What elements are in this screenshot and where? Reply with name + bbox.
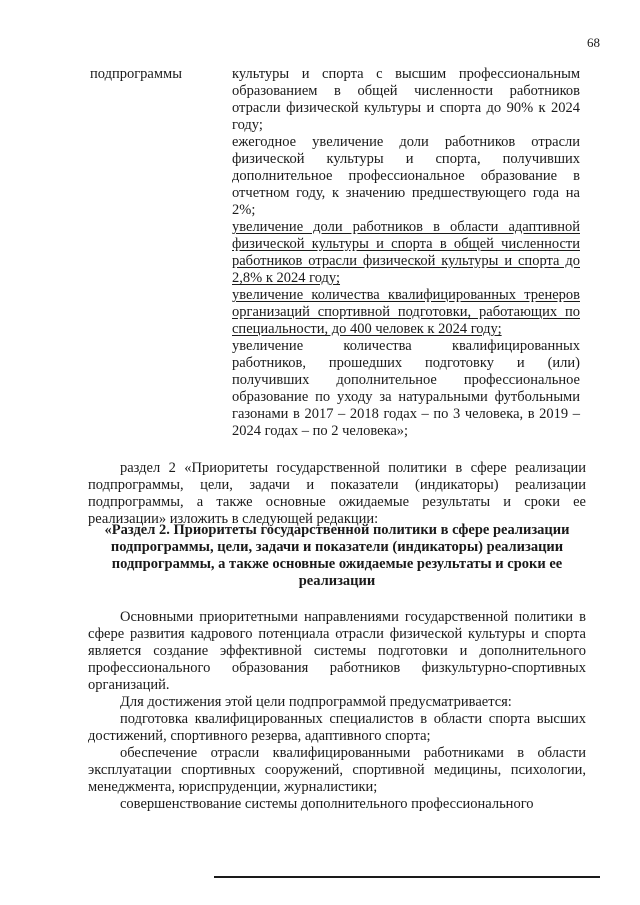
- indicator-item: ежегодное увеличение доли работников отрасли физической культуры и спорта, получивших дополнительное профессиональное образование в отчетном году, к значению предшествующего года на 2%;: [232, 134, 580, 218]
- section-body: [88, 609, 586, 813]
- table-content-cell: [232, 66, 580, 440]
- intro-paragraph: раздел 2 «Приоритеты государственной политики в сфере реализации подпрограммы, цели, задачи и показатели (индикаторы) реализации подпрограммы, а также основные ожидаемые результаты и сроки ее реализации» изложить в следующей редакции:: [88, 460, 586, 527]
- indicator-item: увеличение доли работников в области адаптивной физической культуры и спорта в общей численности работников отрасли физической культуры и спорта до 2,8% к 2024 году;: [232, 219, 580, 286]
- bottom-rule: [214, 876, 600, 878]
- section-heading: «Раздел 2. Приоритеты государственной политики в сфере реализации подпрограммы, цели, задачи и показатели (индикаторы) реализации подпрограммы, а также основные ожидаемые результаты и сроки ее реализации: [104, 522, 570, 589]
- indicator-item: культуры и спорта с высшим профессиональным образованием в общей численности работников отрасли физической культуры и спорта до 90% к 2024 году;: [232, 66, 580, 133]
- indicator-item: увеличение количества квалифицированных работников, прошедших подготовку и (или) получивших дополнительное профессиональное образование по уходу за натуральными футбольными газонами в 2017 – 2018 годах – по 3 человека, в 2019 – 2024 годах – по 2 человека»;: [232, 338, 580, 439]
- table-label-cell: подпрограммы: [90, 66, 182, 82]
- indicator-item: увеличение количества квалифицированных тренеров организаций спортивной подготовки, работающих по специальности, до 400 человек к 2024 году;: [232, 287, 580, 337]
- body-paragraph: подготовка квалифицированных специалистов в области спорта высших достижений, спортивного резерва, адаптивного спорта;: [88, 711, 586, 744]
- body-paragraph: обеспечение отрасли квалифицированными работниками в области эксплуатации спортивных сооружений, спортивной медицины, психологии, менеджмента, юриспруденции, журналистики;: [88, 745, 586, 795]
- body-paragraph: Основными приоритетными направлениями государственной политики в сфере развития кадрового потенциала отрасли физической культуры и спорта является создание эффективной системы подготовки и дополнительного профессионального образования работников физкультурно-спортивных организаций.: [88, 609, 586, 693]
- body-paragraph: совершенствование системы дополнительного профессионального: [120, 796, 534, 812]
- body-paragraph: Для достижения этой цели подпрограммой предусматривается:: [120, 694, 512, 710]
- page-number: 68: [587, 35, 600, 50]
